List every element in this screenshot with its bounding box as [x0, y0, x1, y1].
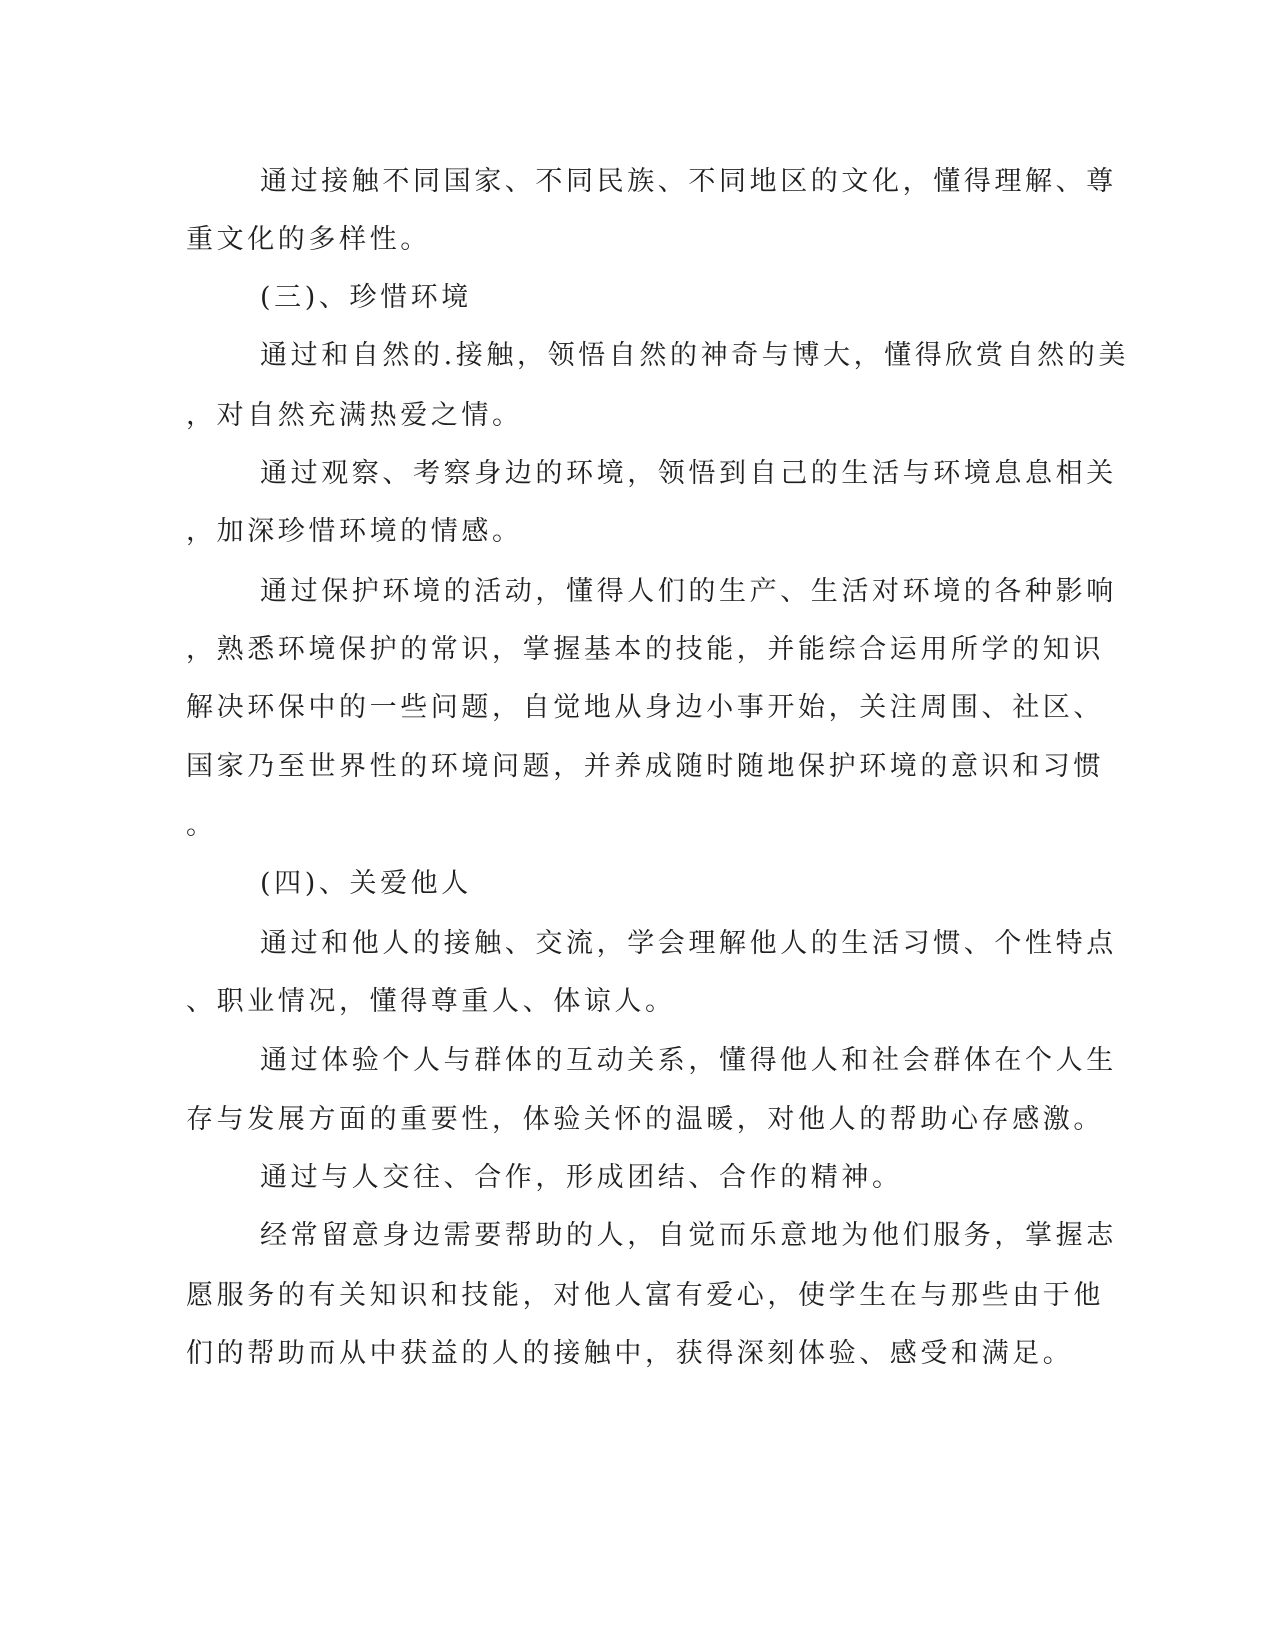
paragraph-line: 。 [186, 810, 217, 841]
paragraph-line: 经常留意身边需要帮助的人，自觉而乐意地为他们服务，掌握志 [260, 1220, 1117, 1251]
paragraph-line: 通过与人交往、合作，形成团结、合作的精神。 [260, 1162, 903, 1193]
paragraph-line: 通过体验个人与群体的互动关系，懂得他人和社会群体在个人生 [260, 1045, 1117, 1076]
paragraph-line: 、职业情况，懂得尊重人、体谅人。 [186, 986, 676, 1017]
paragraph-line: ，对自然充满热爱之情。 [186, 400, 523, 431]
paragraph-line: 通过保护环境的活动，懂得人们的生产、生活对环境的各种影响 [260, 576, 1117, 607]
section-heading: (四)、关爱他人 [260, 868, 472, 899]
paragraph-line: 通过接触不同国家、不同民族、不同地区的文化，懂得理解、尊 [260, 166, 1117, 197]
paragraph-line: 解决环保中的一些问题，自觉地从身边小事开始，关注周围、社区、 [186, 692, 1104, 723]
paragraph-line: ，加深珍惜环境的情感。 [186, 516, 523, 547]
paragraph-line: 愿服务的有关知识和技能，对他人富有爱心，使学生在与那些由于他 [186, 1280, 1104, 1311]
paragraph-line: 通过观察、考察身边的环境，领悟到自己的生活与环境息息相关 [260, 458, 1117, 489]
paragraph-line: 们的帮助而从中获益的人的接触中，获得深刻体验、感受和满足。 [186, 1338, 1074, 1369]
paragraph-line: 国家乃至世界性的环境问题，并养成随时随地保护环境的意识和习惯 [186, 751, 1104, 782]
paragraph-line: 存与发展方面的重要性，体验关怀的温暖，对他人的帮助心存感激。 [186, 1104, 1104, 1135]
paragraph-line: 通过和自然的.接触，领悟自然的神奇与博大，懂得欣赏自然的美 [260, 340, 1129, 371]
paragraph-line: 重文化的多样性。 [186, 224, 431, 255]
section-heading: (三)、珍惜环境 [260, 282, 472, 313]
paragraph-line: ，熟悉环境保护的常识，掌握基本的技能，并能综合运用所学的知识 [186, 634, 1104, 665]
paragraph-line: 通过和他人的接触、交流，学会理解他人的生活习惯、个性特点 [260, 928, 1117, 959]
